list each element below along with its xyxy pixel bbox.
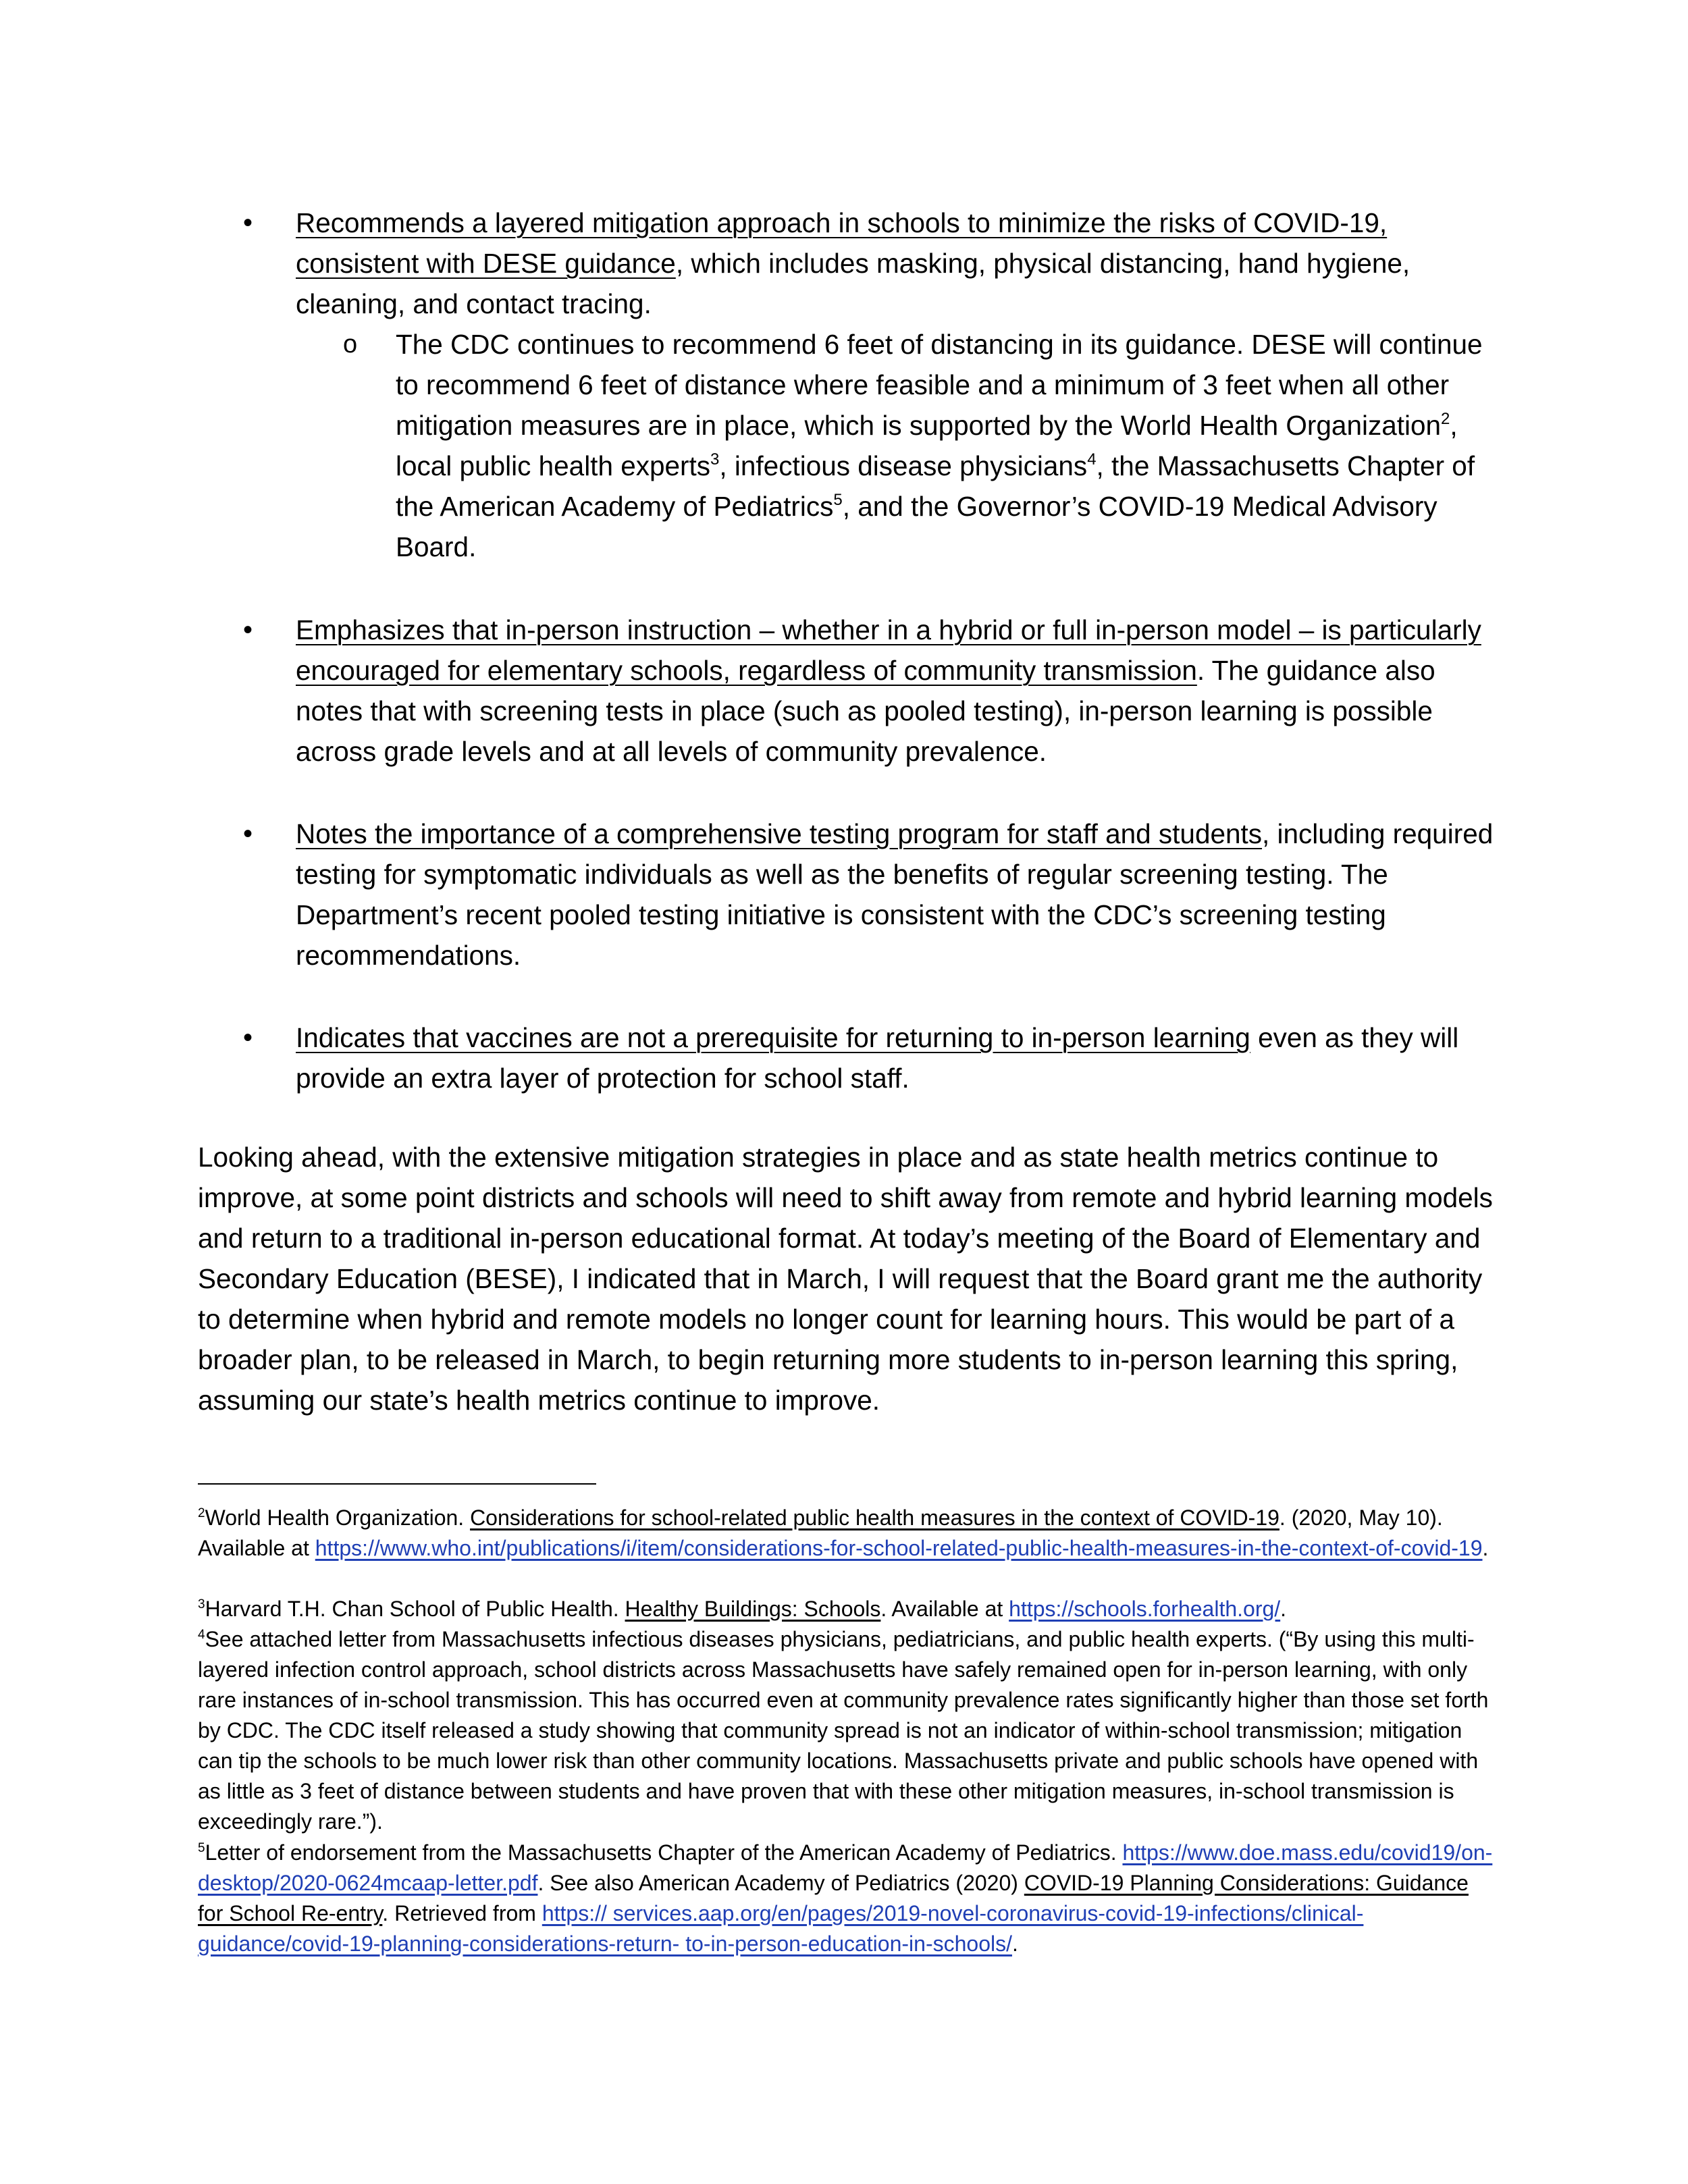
- footnote-ref-3[interactable]: 3: [710, 450, 720, 469]
- bullet-marker: •: [243, 208, 253, 238]
- footnote-separator: [198, 1483, 596, 1485]
- footnote-3: [198, 1594, 1494, 1624]
- body-paragraph: Looking ahead, with the extensive mitigation strategies in place and as state health metrics continue to improve, at some point districts and schools will need to shift away from remote and hybrid learning models and return to a traditional in-person educational format. At today’s meeting of the Board of Elementary and Secondary Education (BESE), I indicated that in March, I will request that the Board grant me the authority to determine when hybrid and remote models no longer count for learning hours. This would be part of a broader plan, to be released in March, to begin returning more students to in-person learning this spring, assuming our state’s health metrics continue to improve.: [198, 1142, 1493, 1416]
- footnote-text: .: [1011, 1932, 1018, 1956]
- footnote-link[interactable]: https://schools.forhealth.org/: [1009, 1597, 1281, 1621]
- footnote-ref-2[interactable]: 2: [1441, 410, 1450, 428]
- footnote-link[interactable]: https://www.doe.mass.edu/covid19/on-desktop/2020-0624mcaap-letter.pdf: [198, 1840, 1493, 1895]
- bullet-3-text: , including required testing for symptomatic individuals as well as the benefits of regular screening testing. The Department’s recent pooled testing initiative is consistent with the CDC’s screening testing recommendations.: [296, 818, 1494, 971]
- footnote-number: 5: [198, 1841, 205, 1855]
- footnote-title: COVID-19 Planning Considerations: Guidance for School Re-entry: [198, 1871, 1469, 1925]
- bullet-3-underlined: Notes the importance of a comprehensive testing program for staff and students: [296, 818, 1263, 849]
- footnote-text: World Health Organization.: [205, 1506, 471, 1530]
- bullet-marker: •: [243, 1023, 253, 1053]
- footnote-title: Healthy Buildings: Schools: [625, 1597, 881, 1621]
- footnote-text: . (2020, May 10). Available at: [198, 1506, 1443, 1560]
- bullet-4-text: even as they will provide an extra layer of protection for school staff.: [296, 1022, 1459, 1094]
- footnote-link[interactable]: https:// services.aap.org/en/pages/2019-novel-coronavirus-covid-19-infections/clinical-guidance/covid-19-planning-considerations-return- to-in-person-education-in-schools/: [198, 1901, 1364, 1956]
- footnote-2: [198, 1503, 1494, 1564]
- bullet-item-2: [296, 610, 1504, 772]
- footnote-4: [198, 1624, 1494, 1837]
- footnote-5: [198, 1838, 1494, 1959]
- footnote-ref-4[interactable]: 4: [1087, 450, 1097, 469]
- sub-bullet-text-4: , the Massachusetts Chapter of the American Academy of Pediatrics: [396, 450, 1475, 522]
- sub-bullet-marker: o: [343, 330, 358, 358]
- sub-bullet-text-3: , infectious disease physicians: [719, 450, 1088, 481]
- footnote-text: . See also American Academy of Pediatrics (2020): [537, 1871, 1024, 1895]
- footnote-ref-5[interactable]: 5: [833, 491, 843, 509]
- sub-bullet-item: [396, 324, 1510, 567]
- sub-bullet-text-1: The CDC continues to recommend 6 feet of distancing in its guidance. DESE will continue to recommend 6 feet of distance where feasible and a minimum of 3 feet when all other mitigation measures are in place, which is supported by the World Health Organization: [396, 329, 1483, 441]
- footnote-text: . Available at: [880, 1597, 1009, 1621]
- footnote-text: Harvard T.H. Chan School of Public Health.: [205, 1597, 625, 1621]
- footnote-text: . Retrieved from: [382, 1901, 542, 1925]
- sub-bullet-text-5: , and the Governor’s COVID-19 Medical Advisory Board.: [396, 491, 1438, 562]
- bullet-2-text: . The guidance also notes that with screening tests in place (such as pooled testing), in-person learning is possible across grade levels and at all levels of community prevalence.: [296, 655, 1435, 767]
- footnote-text: .: [1280, 1597, 1287, 1621]
- bullet-2-underlined: Emphasizes that in-person instruction – whether in a hybrid or full in-person model – is particularly encouraged for elementary schools, regardless of community transmission: [296, 614, 1481, 686]
- sub-bullet-text-2: , local public health experts: [396, 410, 1458, 481]
- footnote-number: 2: [198, 1506, 205, 1520]
- footnote-number: 3: [198, 1597, 205, 1612]
- footnote-text: .: [1482, 1536, 1489, 1560]
- bullet-item-4: [296, 1017, 1504, 1098]
- bullet-1-underlined: Recommends a layered mitigation approach in schools to minimize the risks of COVID-19, consistent with DESE guidance: [296, 207, 1388, 279]
- bullet-item-3: [296, 814, 1504, 976]
- footnote-title: Considerations for school-related public health measures in the context of COVID-19: [470, 1506, 1280, 1530]
- footnote-link[interactable]: https://www.who.int/publications/i/item/considerations-for-school-related-public-health-measures-in-the-context-of-covid-19: [315, 1536, 1483, 1560]
- bullet-item-1: [296, 203, 1504, 324]
- bullet-marker: •: [243, 615, 253, 645]
- footnote-text: See attached letter from Massachusetts infectious diseases physicians, pediatricians, and public health experts. (“By using this multi-layered infection control approach, school districts across Massachusetts have safely remained open for in-person learning, with only rare instances of in-school transmission. This has occurred even at community prevalence rates significantly higher than those set forth by CDC. The CDC itself released a study showing that community spread is not an indicator of within-school transmission; mitigation can tip the schools to be much lower risk than other community locations. Massachusetts private and public schools have opened with as little as 3 feet of distance between students and have proven that with these other mitigation measures, in-school transmission is exceedingly rare.”).: [198, 1627, 1489, 1834]
- bullet-1-text: , which includes masking, physical distancing, hand hygiene, cleaning, and contact tracing.: [296, 248, 1410, 319]
- footnote-text: Letter of endorsement from the Massachusetts Chapter of the American Academy of Pediatrics.: [205, 1840, 1123, 1865]
- bullet-marker: •: [243, 819, 253, 849]
- bullet-4-underlined: Indicates that vaccines are not a prerequisite for returning to in-person learning: [296, 1022, 1250, 1053]
- footnote-number: 4: [198, 1628, 205, 1642]
